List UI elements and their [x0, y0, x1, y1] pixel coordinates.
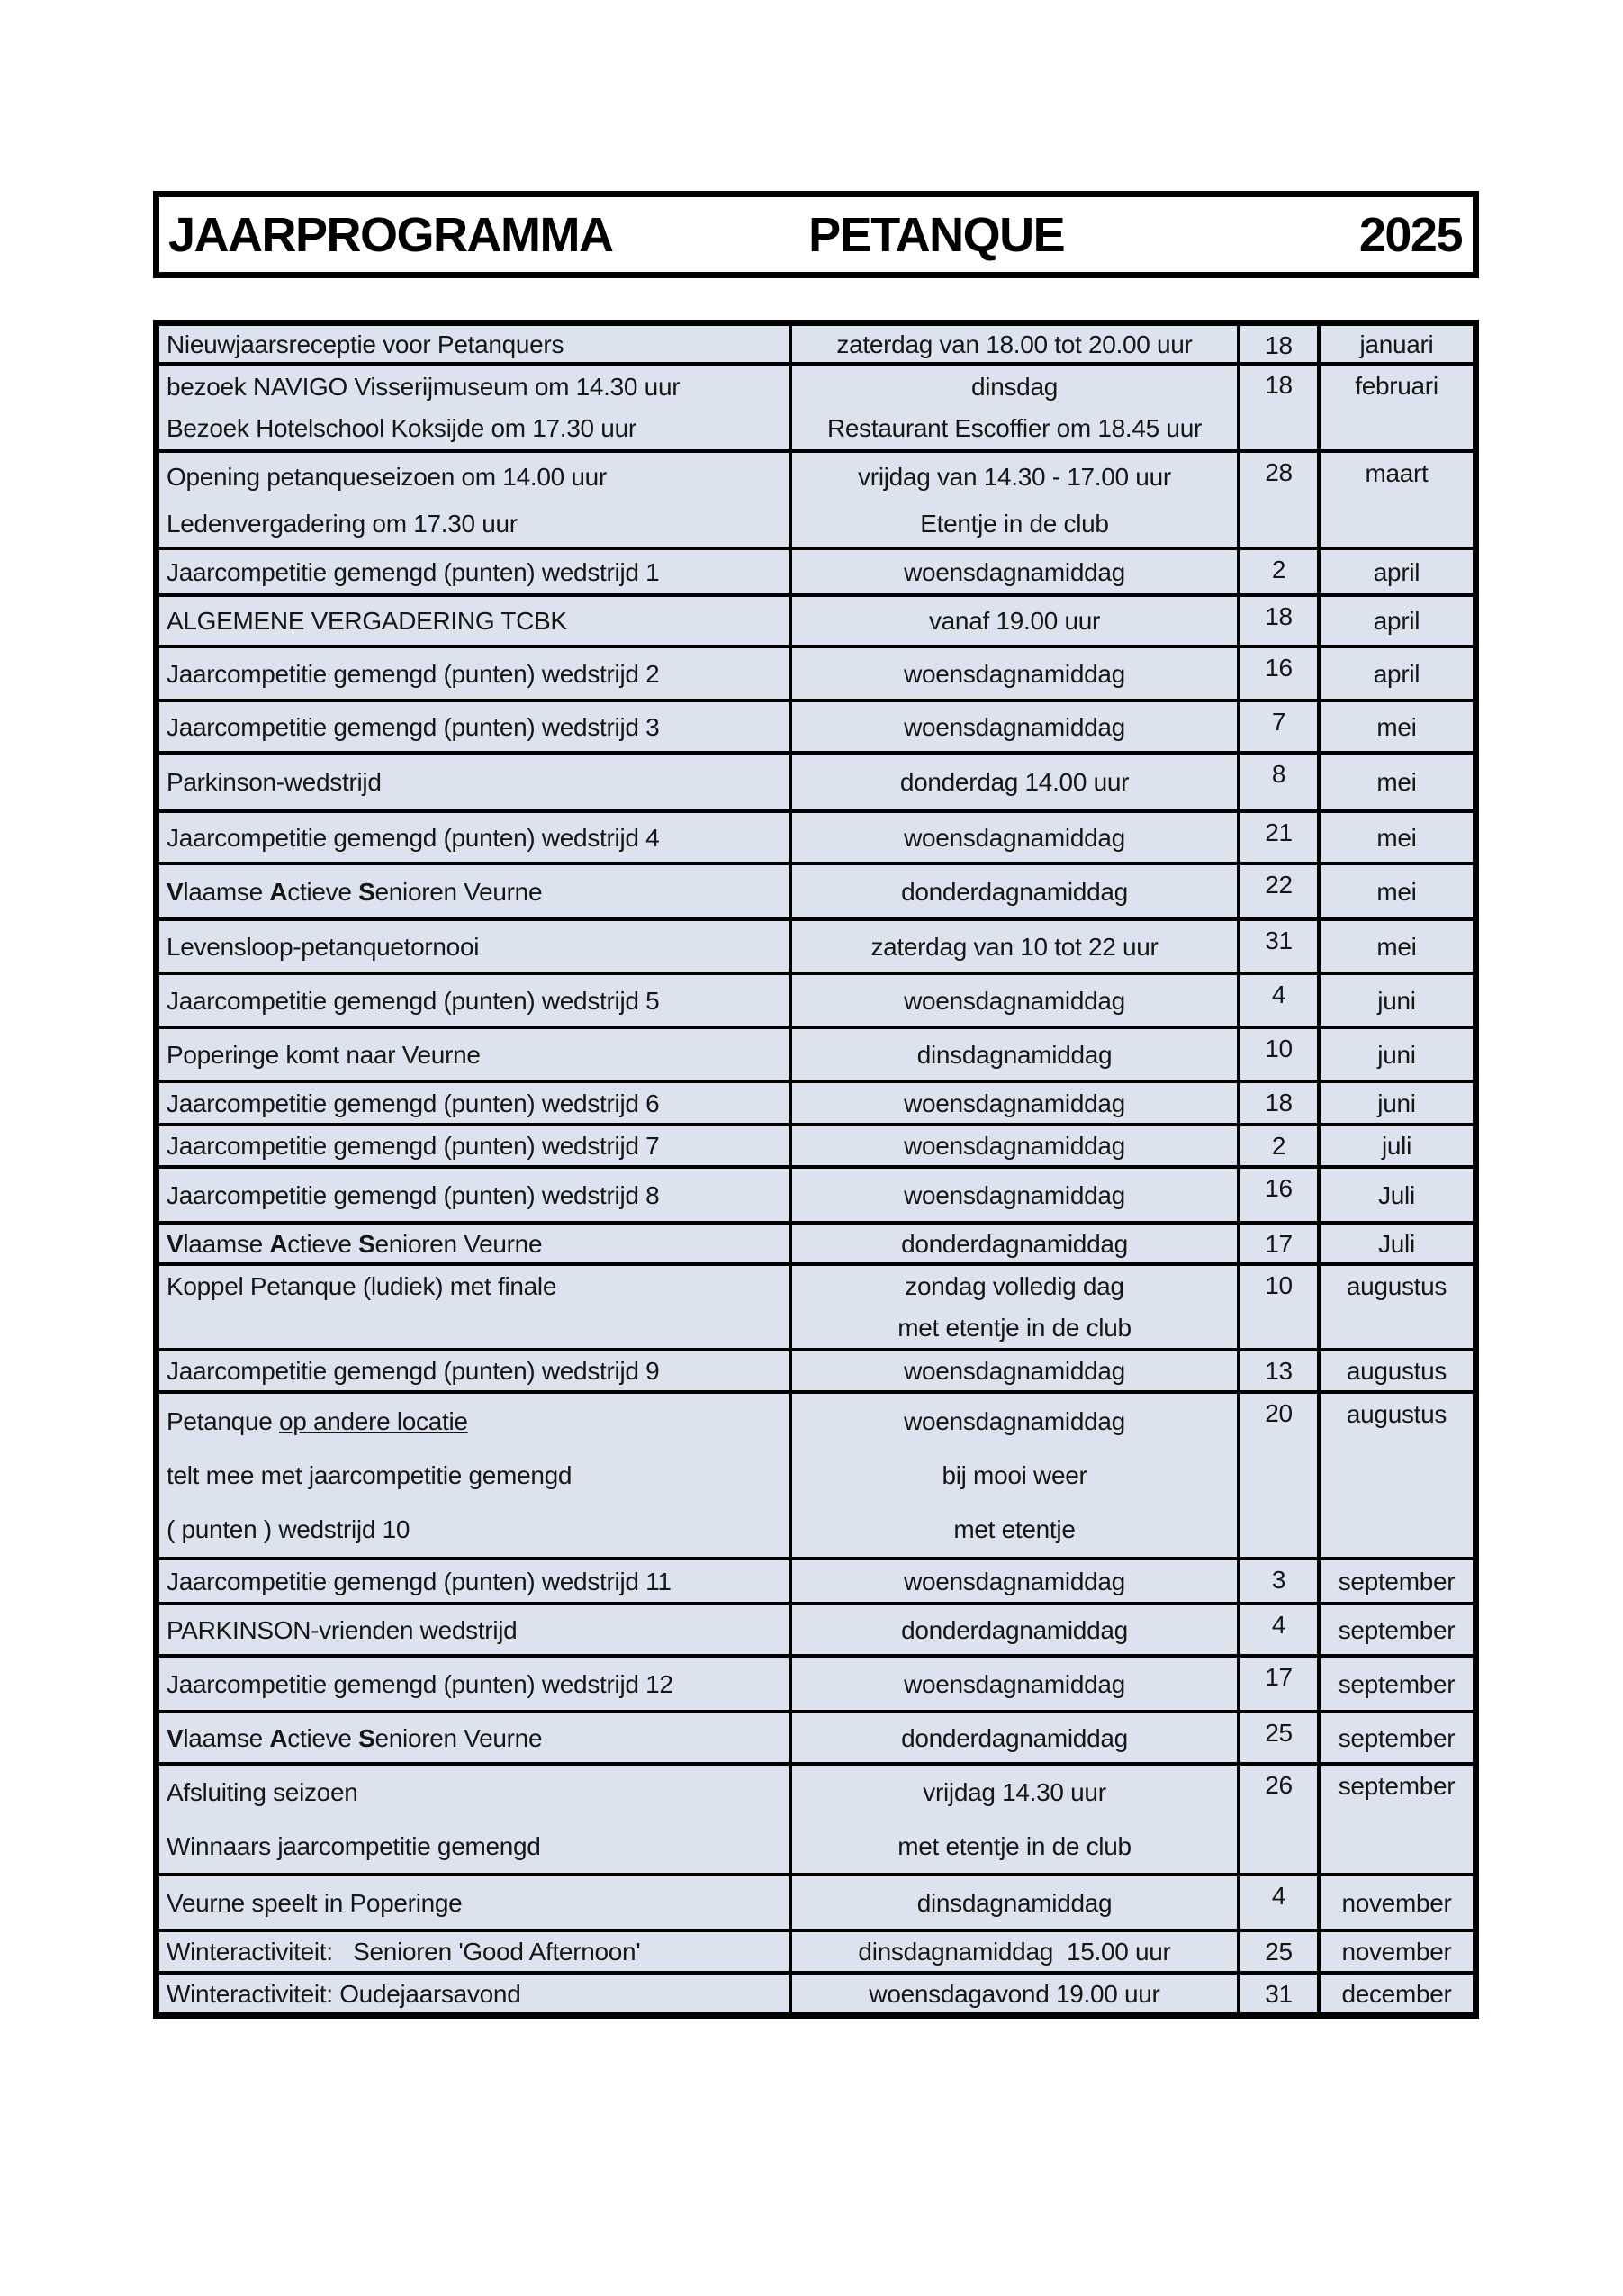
month-line: september: [1338, 1567, 1456, 1595]
time-cell: [792, 453, 1237, 547]
activity-line: Nieuwjaarsreceptie voor Petanquers: [167, 330, 564, 358]
month-line: mei: [1376, 823, 1417, 852]
day-line: 16: [1265, 1174, 1293, 1202]
month-cell: [1321, 1029, 1473, 1080]
activity-line: Jaarcompetitie gemengd (punten) wedstrijd 1: [167, 557, 660, 586]
day-line: 18: [1265, 371, 1293, 399]
month-cell: [1321, 1766, 1473, 1873]
month-line: augustus: [1346, 1400, 1447, 1428]
activity-cell: [159, 865, 789, 917]
month-cell: [1321, 1266, 1473, 1348]
activity-line: Jaarcompetitie gemengd (punten) wedstrijd 11: [167, 1567, 672, 1595]
month-line: november: [1341, 1888, 1452, 1917]
month-line: januari: [1359, 330, 1434, 358]
time-line: dinsdagnamiddag 15.00 uur: [858, 1938, 1171, 1966]
month-cell: [1321, 453, 1473, 547]
time-cell: [792, 702, 1237, 751]
time-line: woensdagnamiddag: [904, 823, 1125, 852]
activity-line: PARKINSON-vrienden wedstrijd: [167, 1615, 518, 1644]
time-line: dinsdag: [971, 372, 1058, 401]
day-cell: [1240, 1713, 1317, 1762]
time-cell: [792, 1932, 1237, 1971]
time-line: woensdagnamiddag: [904, 1669, 1125, 1698]
month-line: maart: [1365, 459, 1429, 487]
month-line: september: [1338, 1723, 1456, 1752]
activity-cell: [159, 813, 789, 862]
month-cell: [1321, 813, 1473, 862]
time-line: vanaf 19.00 uur: [928, 607, 1101, 635]
activity-cell: [159, 702, 789, 751]
time-cell: [792, 326, 1237, 362]
month-cell: [1321, 702, 1473, 751]
month-cell: [1321, 1083, 1473, 1123]
month-line: februari: [1355, 372, 1438, 400]
time-line: bij mooi weer: [942, 1460, 1087, 1489]
month-cell: [1321, 975, 1473, 1026]
month-cell: [1321, 1932, 1473, 1971]
day-cell: [1240, 1605, 1317, 1654]
time-line: Etentje in de club: [920, 509, 1109, 538]
time-line: woensdagnamiddag: [904, 986, 1125, 1015]
month-line: september: [1338, 1615, 1456, 1644]
time-cell: [792, 550, 1237, 593]
time-cell: [792, 1766, 1237, 1873]
time-cell: [792, 1658, 1237, 1710]
day-cell: [1240, 921, 1317, 972]
time-line: zondag volledig dag: [905, 1272, 1124, 1301]
time-cell: [792, 1083, 1237, 1123]
month-cell: [1321, 1560, 1473, 1602]
activity-line: Levensloop-petanquetornooi: [167, 932, 480, 961]
activity-line: Koppel Petanque (ludiek) met finale: [167, 1272, 557, 1300]
activity-line: bezoek NAVIGO Visserijmuseum om 14.30 uur: [167, 372, 681, 401]
activity-cell: [159, 975, 789, 1026]
activity-cell: [159, 366, 789, 449]
activity-cell: [159, 1932, 789, 1971]
time-line: woensdagavond 19.00 uur: [869, 1979, 1160, 2008]
day-line: 8: [1271, 760, 1286, 788]
day-cell: [1240, 1932, 1317, 1971]
activity-cell: [159, 1605, 789, 1654]
time-cell: [792, 813, 1237, 862]
time-line: Restaurant Escoffier om 18.45 uur: [826, 414, 1203, 443]
activity-line: telt mee met jaarcompetitie gemengd: [167, 1460, 573, 1489]
time-line: zaterdag van 10 tot 22 uur: [870, 932, 1159, 961]
month-cell: [1321, 865, 1473, 917]
month-line: juli: [1381, 1132, 1412, 1160]
day-cell: [1240, 1083, 1317, 1123]
activity-cell: [159, 1126, 789, 1165]
day-cell: [1240, 975, 1317, 1026]
time-cell: [792, 921, 1237, 972]
month-cell: [1321, 366, 1473, 449]
month-line: december: [1341, 1979, 1452, 2008]
activity-cell: [159, 1351, 789, 1390]
activity-cell: [159, 550, 789, 593]
time-line: met etentje in de club: [897, 1313, 1132, 1342]
time-line: donderdagnamiddag: [901, 877, 1128, 906]
month-cell: [1321, 1169, 1473, 1221]
day-line: 3: [1271, 1566, 1286, 1594]
month-cell: [1321, 1605, 1473, 1654]
activity-line: Jaarcompetitie gemengd (punten) wedstrijd 7: [167, 1132, 660, 1160]
time-line: donderdag 14.00 uur: [899, 768, 1130, 796]
month-cell: [1321, 1394, 1473, 1557]
day-line: 4: [1271, 981, 1286, 1008]
activity-cell: [159, 597, 789, 645]
activity-cell: [159, 1266, 789, 1348]
month-cell: [1321, 1351, 1473, 1390]
day-line: 25: [1265, 1719, 1293, 1747]
day-cell: [1240, 755, 1317, 809]
day-cell: [1240, 1225, 1317, 1262]
day-line: 13: [1265, 1357, 1293, 1385]
time-line: woensdagnamiddag: [904, 1357, 1125, 1385]
activity-cell: [159, 1083, 789, 1123]
day-cell: [1240, 1876, 1317, 1929]
month-cell: [1321, 1126, 1473, 1165]
month-line: mei: [1376, 877, 1417, 906]
day-cell: [1240, 1658, 1317, 1710]
month-line: mei: [1376, 712, 1417, 741]
schedule-table: [153, 320, 1479, 2019]
time-line: woensdagnamiddag: [904, 1406, 1125, 1435]
day-line: 18: [1265, 1089, 1293, 1116]
day-line: 7: [1271, 708, 1286, 736]
month-cell: [1321, 1658, 1473, 1710]
day-cell: [1240, 865, 1317, 917]
time-cell: [792, 1126, 1237, 1165]
activity-line: Parkinson-wedstrijd: [167, 768, 382, 796]
page-title-year: 2025: [1358, 207, 1462, 262]
day-line: 21: [1265, 818, 1293, 846]
time-cell: [792, 1605, 1237, 1654]
activity-line: Winteractiviteit: Senioren 'Good Afternoon': [167, 1938, 641, 1966]
time-line: donderdagnamiddag: [901, 1615, 1128, 1644]
day-line: 10: [1265, 1271, 1293, 1299]
activity-cell: [159, 1975, 789, 2012]
day-line: 31: [1265, 1980, 1293, 2008]
month-cell: [1321, 755, 1473, 809]
time-line: woensdagnamiddag: [904, 557, 1125, 586]
activity-line: Winnaars jaarcompetitie gemengd: [167, 1831, 541, 1860]
month-cell: [1321, 648, 1473, 699]
day-cell: [1240, 1126, 1317, 1165]
month-line: september: [1338, 1669, 1456, 1698]
time-line: woensdagnamiddag: [904, 1567, 1125, 1595]
time-line: woensdagnamiddag: [904, 712, 1125, 741]
month-line: Juli: [1378, 1180, 1415, 1209]
day-cell: [1240, 366, 1317, 449]
activity-cell: [159, 326, 789, 362]
month-line: juni: [1377, 986, 1416, 1015]
activity-cell: [159, 453, 789, 547]
activity-cell: [159, 1713, 789, 1762]
day-cell: [1240, 1560, 1317, 1602]
time-line: woensdagnamiddag: [904, 1180, 1125, 1209]
day-cell: [1240, 648, 1317, 699]
day-line: 17: [1265, 1663, 1293, 1691]
time-line: donderdagnamiddag: [901, 1229, 1128, 1258]
time-line: donderdagnamiddag: [901, 1723, 1128, 1752]
time-cell: [792, 1225, 1237, 1262]
month-line: september: [1338, 1772, 1456, 1800]
activity-line: Winteractiviteit: Oudejaarsavond: [167, 1979, 521, 2008]
activity-line: Poperinge komt naar Veurne: [167, 1040, 481, 1069]
activity-cell: [159, 1029, 789, 1080]
month-line: juni: [1377, 1040, 1416, 1069]
time-line: woensdagnamiddag: [904, 659, 1125, 688]
time-line: woensdagnamiddag: [904, 1132, 1125, 1160]
time-cell: [792, 1169, 1237, 1221]
day-line: 10: [1265, 1035, 1293, 1062]
month-cell: [1321, 1225, 1473, 1262]
time-line: dinsdagnamiddag: [916, 1888, 1113, 1917]
activity-line: ALGEMENE VERGADERING TCBK: [167, 607, 567, 635]
activity-cell: [159, 1394, 789, 1557]
time-cell: [792, 366, 1237, 449]
day-cell: [1240, 813, 1317, 862]
activity-line: Veurne speelt in Poperinge: [167, 1888, 463, 1917]
activity-line: Petanque op andere locatie: [167, 1406, 468, 1435]
time-cell: [792, 975, 1237, 1026]
time-cell: [792, 1029, 1237, 1080]
day-cell: [1240, 1766, 1317, 1873]
activity-cell: [159, 1876, 789, 1929]
month-cell: [1321, 1713, 1473, 1762]
day-line: 2: [1271, 1132, 1286, 1160]
activity-cell: [159, 921, 789, 972]
time-line: met etentje: [953, 1515, 1076, 1544]
day-line: 28: [1265, 458, 1293, 486]
time-line: zaterdag van 18.00 tot 20.00 uur: [836, 330, 1193, 358]
day-cell: [1240, 453, 1317, 547]
time-line: vrijdag 14.30 uur: [923, 1778, 1106, 1807]
month-line: mei: [1376, 932, 1417, 961]
month-cell: [1321, 597, 1473, 645]
activity-cell: [159, 1658, 789, 1710]
time-cell: [792, 1713, 1237, 1762]
time-line: woensdagnamiddag: [904, 1089, 1125, 1117]
activity-cell: [159, 648, 789, 699]
activity-line: ( punten ) wedstrijd 10: [167, 1515, 410, 1544]
month-line: augustus: [1346, 1272, 1447, 1300]
month-cell: [1321, 1876, 1473, 1929]
activity-line: Jaarcompetitie gemengd (punten) wedstrijd 12: [167, 1669, 673, 1698]
activity-cell: [159, 755, 789, 809]
month-line: november: [1341, 1938, 1452, 1966]
month-cell: [1321, 326, 1473, 362]
day-line: 17: [1265, 1230, 1293, 1258]
time-line: vrijdag van 14.30 - 17.00 uur: [858, 462, 1171, 491]
day-line: 22: [1265, 871, 1293, 899]
time-cell: [792, 1394, 1237, 1557]
day-line: 2: [1271, 556, 1286, 583]
day-cell: [1240, 1169, 1317, 1221]
time-cell: [792, 1351, 1237, 1390]
activity-cell: [159, 1560, 789, 1602]
activity-cell: [159, 1225, 789, 1262]
activity-line: Opening petanqueseizoen om 14.00 uur: [167, 462, 607, 491]
time-cell: [792, 1560, 1237, 1602]
time-cell: [792, 1266, 1237, 1348]
activity-line: Jaarcompetitie gemengd (punten) wedstrijd 5: [167, 986, 660, 1015]
day-line: 26: [1265, 1771, 1293, 1799]
day-cell: [1240, 1351, 1317, 1390]
activity-line: Vlaamse Actieve Senioren Veurne: [167, 1723, 543, 1752]
month-cell: [1321, 550, 1473, 593]
day-line: 25: [1265, 1938, 1293, 1966]
time-cell: [792, 755, 1237, 809]
day-cell: [1240, 1394, 1317, 1557]
time-cell: [792, 597, 1237, 645]
day-line: 20: [1265, 1399, 1293, 1427]
month-line: april: [1373, 607, 1420, 635]
day-line: 16: [1265, 654, 1293, 682]
time-cell: [792, 648, 1237, 699]
day-line: 4: [1271, 1611, 1286, 1639]
time-cell: [792, 1975, 1237, 2012]
time-line: met etentje in de club: [897, 1831, 1132, 1860]
activity-line: Vlaamse Actieve Senioren Veurne: [167, 877, 543, 906]
title-banner: [153, 191, 1479, 278]
activity-line: Jaarcompetitie gemengd (punten) wedstrijd 4: [167, 823, 660, 852]
month-line: juni: [1377, 1089, 1416, 1117]
time-line: dinsdagnamiddag: [916, 1040, 1113, 1069]
day-line: 31: [1265, 927, 1293, 954]
month-line: mei: [1376, 768, 1417, 796]
day-cell: [1240, 326, 1317, 362]
activity-line: Jaarcompetitie gemengd (punten) wedstrijd 3: [167, 712, 660, 741]
page-title-center: PETANQUE: [808, 207, 1065, 262]
month-line: april: [1373, 659, 1420, 688]
day-line: 4: [1271, 1882, 1286, 1910]
month-cell: [1321, 921, 1473, 972]
month-line: Juli: [1378, 1229, 1415, 1258]
activity-line: Jaarcompetitie gemengd (punten) wedstrijd 9: [167, 1357, 660, 1385]
activity-line: Ledenvergadering om 17.30 uur: [167, 509, 518, 538]
day-cell: [1240, 1975, 1317, 2012]
day-cell: [1240, 597, 1317, 645]
month-cell: [1321, 1975, 1473, 2012]
day-line: 18: [1265, 331, 1293, 359]
time-cell: [792, 1876, 1237, 1929]
activity-line: Jaarcompetitie gemengd (punten) wedstrijd 2: [167, 659, 660, 688]
day-line: 18: [1265, 602, 1293, 630]
day-cell: [1240, 1266, 1317, 1348]
month-line: april: [1373, 557, 1420, 586]
activity-line: Vlaamse Actieve Senioren Veurne: [167, 1229, 543, 1258]
activity-line: Jaarcompetitie gemengd (punten) wedstrijd 8: [167, 1180, 660, 1209]
activity-cell: [159, 1766, 789, 1873]
activity-line: Afsluiting seizoen: [167, 1778, 358, 1807]
activity-line: Jaarcompetitie gemengd (punten) wedstrijd 6: [167, 1089, 660, 1117]
activity-cell: [159, 1169, 789, 1221]
day-cell: [1240, 1029, 1317, 1080]
page-title-left: JAARPROGRAMMA: [168, 207, 613, 262]
month-line: augustus: [1346, 1357, 1447, 1385]
activity-line: Bezoek Hotelschool Koksijde om 17.30 uur: [167, 414, 636, 443]
time-cell: [792, 865, 1237, 917]
day-cell: [1240, 702, 1317, 751]
day-cell: [1240, 550, 1317, 593]
